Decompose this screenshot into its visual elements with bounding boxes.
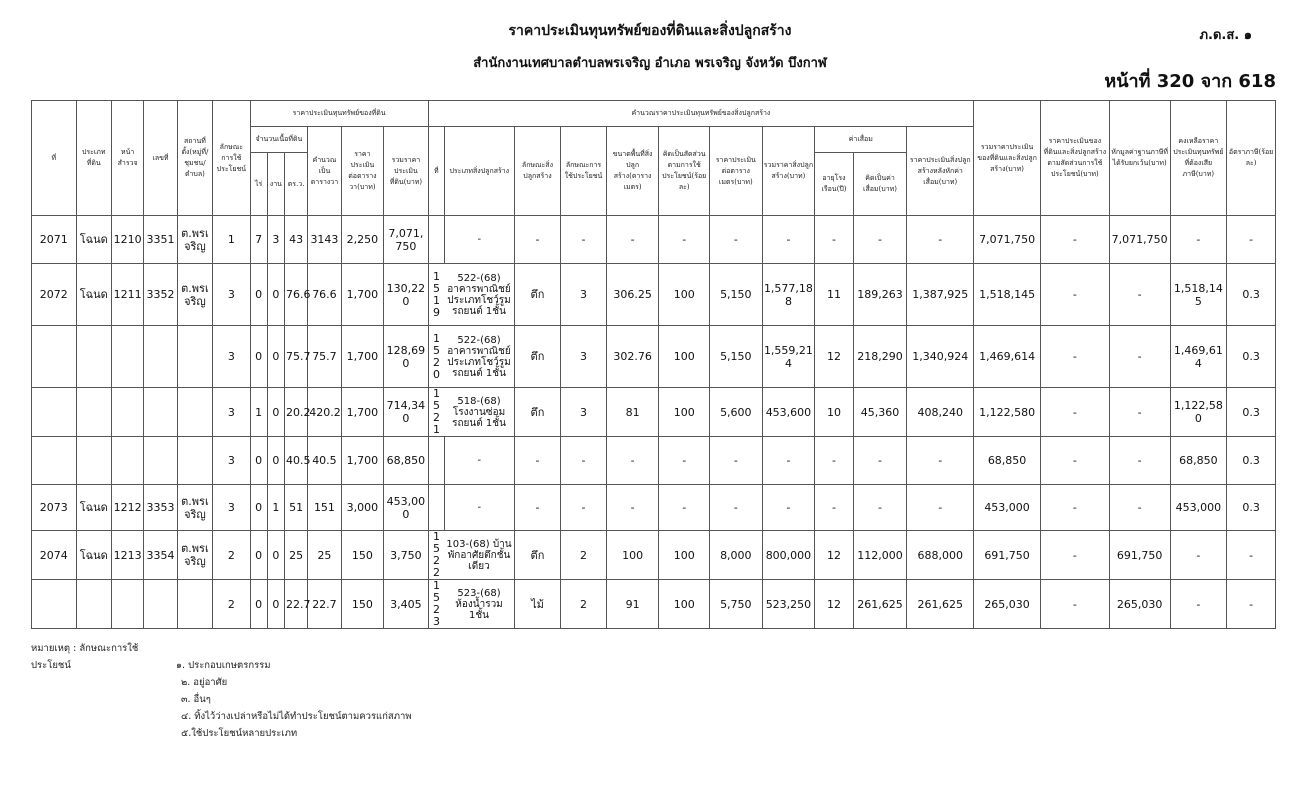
cell-tax-rate: 0.3 [1227, 485, 1276, 531]
cell-location: ต.พรเจริญ [177, 531, 212, 580]
note-item: ๕.ใช้ประโยชน์หลายประเภท [181, 728, 298, 739]
cell-b-type: - [444, 216, 514, 264]
cell-calc-wa: 22.7 [308, 580, 341, 629]
cell-land-type [76, 388, 111, 437]
col-total-value: รวมราคาประเมินของที่ดินและสิ่งปลูกสร้าง(บาท) [974, 101, 1041, 216]
cell-b-kind: ไม้ [514, 580, 561, 629]
cell-b-kind: - [514, 485, 561, 531]
cell-land-total: 714,340 [384, 388, 429, 437]
cell-b-total: - [762, 216, 815, 264]
cell-b-price-sqm: - [710, 485, 763, 531]
cell-b-price-sqm: - [710, 437, 763, 485]
page-indicator: หน้าที่ 320 จาก 618 [1104, 71, 1276, 92]
cell-ratio-value: - [1040, 388, 1109, 437]
cell-b-type: 103-(68) บ้านพักอาศัยตึกชั้นเดียว [444, 531, 514, 580]
cell-wa: 75.7 [284, 326, 307, 388]
cell-wa: 51 [284, 485, 307, 531]
cell-price-per-wa: 3,000 [341, 485, 384, 531]
cell-dep-value: 112,000 [853, 531, 907, 580]
cell-land-type [76, 326, 111, 388]
cell-calc-wa: 76.6 [308, 264, 341, 326]
cell-number [144, 580, 177, 629]
cell-total-value: 453,000 [974, 485, 1041, 531]
cell-ngan: 0 [267, 264, 284, 326]
cell-b-area: 100 [606, 531, 659, 580]
cell-dep-age: - [815, 216, 853, 264]
col-group-land: ราคาประเมินทุนทรัพย์ของที่ดิน [250, 101, 428, 127]
col-b-price-sqm: ราคาประเมินต่อตารางเมตร(บาท) [710, 127, 763, 216]
cell-taxable: 453,000 [1170, 485, 1227, 531]
cell-b-total: - [762, 437, 815, 485]
col-b-use: ลักษณะการใช้ประโยชน์ [561, 127, 607, 216]
cell-exempt: 7,071,750 [1109, 216, 1170, 264]
cell-ngan: 1 [267, 485, 284, 531]
col-location: สถานที่ตั้ง(หมู่ที่/ชุมชน/ตำบล) [177, 101, 212, 216]
cell-b-after-dep: - [907, 485, 974, 531]
cell-location: ต.พรเจริญ [177, 216, 212, 264]
col-b-total: รวมราคาสิ่งปลูกสร้าง(บาท) [762, 127, 815, 216]
cell-dep-value: 261,625 [853, 580, 907, 629]
cell-survey-page: 1211 [111, 264, 143, 326]
cell-b-use: 3 [561, 326, 607, 388]
col-b-after-dep: ราคาประเมินสิ่งปลูกสร้างหลังหักค่าเสื่อม(บาท) [907, 127, 974, 216]
cell-price-per-wa: 1,700 [341, 437, 384, 485]
cell-calc-wa: 420.2 [308, 388, 341, 437]
cell-location [177, 580, 212, 629]
cell-calc-wa: 40.5 [308, 437, 341, 485]
notes-section [31, 640, 412, 742]
cell-b-area: 81 [606, 388, 659, 437]
cell-ngan: 3 [267, 216, 284, 264]
cell-b-area: - [606, 437, 659, 485]
cell-rai: 0 [250, 437, 267, 485]
cell-price-per-wa: 150 [341, 580, 384, 629]
cell-land-total: 3,405 [384, 580, 429, 629]
col-number: เลขที่ [144, 101, 177, 216]
cell-land-total: 68,850 [384, 437, 429, 485]
col-rai: ไร่ [250, 153, 267, 216]
cell-land-type: โฉนด [76, 264, 111, 326]
cell-calc-wa: 151 [308, 485, 341, 531]
cell-ratio-value: - [1040, 580, 1109, 629]
cell-survey-page: 1213 [111, 531, 143, 580]
form-code: ภ.ด.ส. ๑ [1199, 28, 1252, 43]
cell-b-price-sqm: - [710, 216, 763, 264]
cell-no [32, 437, 77, 485]
col-taxable: คงเหลือราคาประเมินทุนทรัพย์ที่ต้องเสียภาษี(บาท) [1170, 101, 1227, 216]
cell-survey-page: 1210 [111, 216, 143, 264]
col-dep-age: อายุโรงเรือน(ปี) [815, 153, 853, 216]
table-row [32, 580, 1276, 629]
cell-dep-age: 10 [815, 388, 853, 437]
table-row [32, 388, 1276, 437]
cell-b-price-sqm: 8,000 [710, 531, 763, 580]
cell-b-total: 1,577,188 [762, 264, 815, 326]
cell-b-kind: - [514, 437, 561, 485]
cell-b-use: 3 [561, 388, 607, 437]
cell-b-after-dep: 1,387,925 [907, 264, 974, 326]
col-ngan: งาน [267, 153, 284, 216]
cell-use-type: 2 [213, 580, 250, 629]
cell-price-per-wa: 1,700 [341, 388, 384, 437]
cell-b-percent: 100 [659, 580, 710, 629]
note-item: ๒. อยู่อาศัย [181, 677, 228, 688]
col-price-per-wa: ราคาประเมินต่อตารางวา(บาท) [341, 127, 384, 216]
cell-exempt: 265,030 [1109, 580, 1170, 629]
cell-number [144, 437, 177, 485]
cell-b-type: 523-(68) ห้องน้ำรวม 1ชั้น [444, 580, 514, 629]
cell-survey-page [111, 388, 143, 437]
cell-use-type: 3 [213, 437, 250, 485]
cell-b-seq: 1523 [428, 580, 444, 629]
cell-b-use: - [561, 216, 607, 264]
col-no: ที่ [32, 101, 77, 216]
cell-ratio-value: - [1040, 264, 1109, 326]
cell-survey-page [111, 437, 143, 485]
table-row [32, 216, 1276, 264]
report-title: ราคาประเมินทุนทรัพย์ของที่ดินและสิ่งปลูกสร้าง [508, 23, 792, 39]
cell-no: 2074 [32, 531, 77, 580]
cell-ratio-value: - [1040, 326, 1109, 388]
cell-b-area: 306.25 [606, 264, 659, 326]
cell-dep-value: 189,263 [853, 264, 907, 326]
cell-taxable: 68,850 [1170, 437, 1227, 485]
cell-b-percent: 100 [659, 531, 710, 580]
cell-land-type [76, 580, 111, 629]
cell-b-type: - [444, 437, 514, 485]
cell-rai: 0 [250, 531, 267, 580]
cell-b-seq: 1521 [428, 388, 444, 437]
cell-location [177, 388, 212, 437]
cell-b-kind: ตึก [514, 388, 561, 437]
cell-calc-wa: 25 [308, 531, 341, 580]
cell-location [177, 326, 212, 388]
col-group-building: คำนวณราคาประเมินทุนทรัพย์ของสิ่งปลูกสร้าง [428, 101, 974, 127]
cell-b-use: 2 [561, 531, 607, 580]
col-tax-rate: อัตราภาษี(ร้อยละ) [1227, 101, 1276, 216]
cell-number: 3351 [144, 216, 177, 264]
cell-taxable: - [1170, 580, 1227, 629]
cell-total-value: 1,122,580 [974, 388, 1041, 437]
cell-ratio-value: - [1040, 531, 1109, 580]
cell-b-percent: 100 [659, 388, 710, 437]
cell-ratio-value: - [1040, 216, 1109, 264]
note-item: ๑. ประกอบเกษตรกรรม [176, 660, 271, 671]
table-row [32, 531, 1276, 580]
col-b-no: ที่ [428, 127, 444, 216]
cell-price-per-wa: 1,700 [341, 264, 384, 326]
cell-total-value: 691,750 [974, 531, 1041, 580]
cell-b-type: - [444, 485, 514, 531]
cell-b-seq: 1519 [428, 264, 444, 326]
cell-ngan: 0 [267, 388, 284, 437]
cell-b-kind: ตึก [514, 531, 561, 580]
cell-b-area: - [606, 485, 659, 531]
cell-rai: 0 [250, 580, 267, 629]
cell-ngan: 0 [267, 580, 284, 629]
cell-tax-rate: 0.3 [1227, 264, 1276, 326]
cell-rai: 1 [250, 388, 267, 437]
cell-tax-rate: - [1227, 580, 1276, 629]
cell-b-total: 453,600 [762, 388, 815, 437]
cell-calc-wa: 3143 [308, 216, 341, 264]
cell-total-value: 1,518,145 [974, 264, 1041, 326]
cell-b-type: 518-(68) โรงงานซ่อมรถยนต์ 1ชั้น [444, 388, 514, 437]
cell-b-area: 302.76 [606, 326, 659, 388]
cell-no: 2072 [32, 264, 77, 326]
cell-number [144, 388, 177, 437]
cell-dep-age: 12 [815, 531, 853, 580]
cell-b-type: 522-(68) อาคารพาณิชย์ประเภทโชว์รูมรถยนต์ 1ชั้น [444, 326, 514, 388]
cell-rai: 0 [250, 264, 267, 326]
cell-b-total: 800,000 [762, 531, 815, 580]
cell-b-total: - [762, 485, 815, 531]
cell-no: 2073 [32, 485, 77, 531]
cell-use-type: 3 [213, 326, 250, 388]
cell-total-value: 7,071,750 [974, 216, 1041, 264]
cell-no [32, 580, 77, 629]
cell-number: 3353 [144, 485, 177, 531]
cell-rai: 0 [250, 326, 267, 388]
col-b-percent: คิดเป็นสัดส่วนตามการใช้ประโยชน์(ร้อยละ) [659, 127, 710, 216]
col-land-total: รวมราคาประเมินที่ดิน(บาท) [384, 127, 429, 216]
cell-wa: 22.7 [284, 580, 307, 629]
cell-b-percent: - [659, 216, 710, 264]
cell-b-after-dep: 688,000 [907, 531, 974, 580]
col-b-kind: ลักษณะสิ่งปลูกสร้าง [514, 127, 561, 216]
cell-no [32, 326, 77, 388]
cell-b-price-sqm: 5,600 [710, 388, 763, 437]
cell-dep-value: - [853, 485, 907, 531]
cell-b-price-sqm: 5,150 [710, 326, 763, 388]
col-exempt: หักมูลค่าฐานภาษีที่ได้รับยกเว้น(บาท) [1109, 101, 1170, 216]
cell-no [32, 388, 77, 437]
cell-land-total: 7,071,750 [384, 216, 429, 264]
cell-land-total: 3,750 [384, 531, 429, 580]
cell-taxable: 1,122,580 [1170, 388, 1227, 437]
col-b-area: ขนาดพื้นที่สิ่งปลูกสร้าง(ตารางเมตร) [606, 127, 659, 216]
notes-label: หมายเหตุ : ลักษณะการใช้ประโยชน์ [31, 643, 139, 671]
table-row [32, 264, 1276, 326]
cell-b-price-sqm: 5,150 [710, 264, 763, 326]
cell-dep-value: 45,360 [853, 388, 907, 437]
cell-use-type: 1 [213, 216, 250, 264]
cell-b-total: 523,250 [762, 580, 815, 629]
cell-b-seq [428, 216, 444, 264]
cell-number: 3354 [144, 531, 177, 580]
cell-b-type: 522-(68) อาคารพาณิชย์ประเภทโชว์รูมรถยนต์ 1ชั้น [444, 264, 514, 326]
cell-b-kind: - [514, 216, 561, 264]
cell-total-value: 68,850 [974, 437, 1041, 485]
cell-b-after-dep: - [907, 437, 974, 485]
cell-b-area: 91 [606, 580, 659, 629]
cell-land-total: 130,220 [384, 264, 429, 326]
col-calc-wa: คำนวณเป็นตารางวา [308, 127, 341, 216]
col-ratio-value: ราคาประเมินของที่ดินและสิ่งปลูกสร้างตามสัดส่วนการใช้ประโยชน์(บาท) [1040, 101, 1109, 216]
cell-exempt: - [1109, 437, 1170, 485]
cell-taxable: - [1170, 216, 1227, 264]
cell-use-type: 2 [213, 531, 250, 580]
cell-use-type: 3 [213, 264, 250, 326]
cell-b-price-sqm: 5,750 [710, 580, 763, 629]
cell-use-type: 3 [213, 388, 250, 437]
cell-b-use: 2 [561, 580, 607, 629]
col-use-type: ลักษณะการใช้ประโยชน์ [213, 101, 250, 216]
col-group-area: จำนวนเนื้อที่ดิน [250, 127, 308, 153]
cell-tax-rate: - [1227, 216, 1276, 264]
cell-price-per-wa: 1,700 [341, 326, 384, 388]
cell-exempt: - [1109, 264, 1170, 326]
cell-dep-age: 12 [815, 580, 853, 629]
col-land-type: ประเภทที่ดิน [76, 101, 111, 216]
cell-dep-age: - [815, 485, 853, 531]
cell-land-type [76, 437, 111, 485]
cell-land-type: โฉนด [76, 531, 111, 580]
cell-ngan: 0 [267, 531, 284, 580]
cell-tax-rate: - [1227, 531, 1276, 580]
cell-dep-value: 218,290 [853, 326, 907, 388]
cell-tax-rate: 0.3 [1227, 388, 1276, 437]
cell-wa: 43 [284, 216, 307, 264]
cell-exempt: 691,750 [1109, 531, 1170, 580]
cell-b-area: - [606, 216, 659, 264]
cell-tax-rate: 0.3 [1227, 326, 1276, 388]
table-row [32, 437, 1276, 485]
cell-use-type: 3 [213, 485, 250, 531]
cell-b-after-dep: - [907, 216, 974, 264]
cell-b-after-dep: 261,625 [907, 580, 974, 629]
cell-land-type: โฉนด [76, 216, 111, 264]
assessment-table [31, 100, 1276, 629]
cell-wa: 40.5 [284, 437, 307, 485]
cell-location: ต.พรเจริญ [177, 264, 212, 326]
cell-exempt: - [1109, 388, 1170, 437]
cell-taxable: - [1170, 531, 1227, 580]
cell-survey-page [111, 580, 143, 629]
cell-b-after-dep: 408,240 [907, 388, 974, 437]
cell-price-per-wa: 150 [341, 531, 384, 580]
cell-rai: 7 [250, 216, 267, 264]
cell-wa: 20.2 [284, 388, 307, 437]
cell-b-total: 1,559,214 [762, 326, 815, 388]
col-wa: ตร.ว. [284, 153, 307, 216]
table-body [32, 216, 1276, 629]
cell-dep-value: - [853, 216, 907, 264]
col-dep-value: คิดเป็นค่าเสื่อม(บาท) [853, 153, 907, 216]
cell-land-total: 128,690 [384, 326, 429, 388]
cell-b-percent: 100 [659, 264, 710, 326]
col-b-type: ประเภทสิ่งปลูกสร้าง [444, 127, 514, 216]
note-item: ๔. ทิ้งไว้ว่างเปล่าหรือไม่ได้ทำประโยชน์ตามควรแก่สภาพ [181, 711, 412, 722]
cell-wa: 25 [284, 531, 307, 580]
cell-b-kind: ตึก [514, 326, 561, 388]
table-row [32, 326, 1276, 388]
cell-b-use: - [561, 437, 607, 485]
cell-ngan: 0 [267, 437, 284, 485]
cell-b-seq: 1522 [428, 531, 444, 580]
cell-land-type: โฉนด [76, 485, 111, 531]
cell-b-percent: 100 [659, 326, 710, 388]
cell-dep-age: - [815, 437, 853, 485]
cell-b-percent: - [659, 437, 710, 485]
cell-rai: 0 [250, 485, 267, 531]
cell-wa: 76.6 [284, 264, 307, 326]
col-survey-page: หน้าสำรวจ [111, 101, 143, 216]
cell-taxable: 1,518,145 [1170, 264, 1227, 326]
cell-dep-age: 11 [815, 264, 853, 326]
cell-b-use: - [561, 485, 607, 531]
note-item: ๓. อื่นๆ [181, 694, 211, 705]
cell-b-seq: 1520 [428, 326, 444, 388]
cell-total-value: 1,469,614 [974, 326, 1041, 388]
cell-location: ต.พรเจริญ [177, 485, 212, 531]
cell-b-kind: ตึก [514, 264, 561, 326]
cell-total-value: 265,030 [974, 580, 1041, 629]
cell-ratio-value: - [1040, 437, 1109, 485]
cell-dep-value: - [853, 437, 907, 485]
cell-number [144, 326, 177, 388]
cell-dep-age: 12 [815, 326, 853, 388]
cell-b-seq [428, 485, 444, 531]
cell-b-use: 3 [561, 264, 607, 326]
cell-b-after-dep: 1,340,924 [907, 326, 974, 388]
cell-b-seq [428, 437, 444, 485]
cell-location [177, 437, 212, 485]
cell-tax-rate: 0.3 [1227, 437, 1276, 485]
col-group-depreciation: ค่าเสื่อม [815, 127, 907, 153]
cell-no: 2071 [32, 216, 77, 264]
cell-number: 3352 [144, 264, 177, 326]
cell-ratio-value: - [1040, 485, 1109, 531]
cell-survey-page: 1212 [111, 485, 143, 531]
cell-calc-wa: 75.7 [308, 326, 341, 388]
cell-price-per-wa: 2,250 [341, 216, 384, 264]
report-subtitle: สำนักงานเทศบาลตำบลพรเจริญ อำเภอ พรเจริญ จังหวัด บึงกาฬ [473, 56, 827, 71]
cell-ngan: 0 [267, 326, 284, 388]
cell-survey-page [111, 326, 143, 388]
cell-b-percent: - [659, 485, 710, 531]
cell-land-total: 453,000 [384, 485, 429, 531]
cell-exempt: - [1109, 485, 1170, 531]
cell-taxable: 1,469,614 [1170, 326, 1227, 388]
cell-exempt: - [1109, 326, 1170, 388]
table-row [32, 485, 1276, 531]
